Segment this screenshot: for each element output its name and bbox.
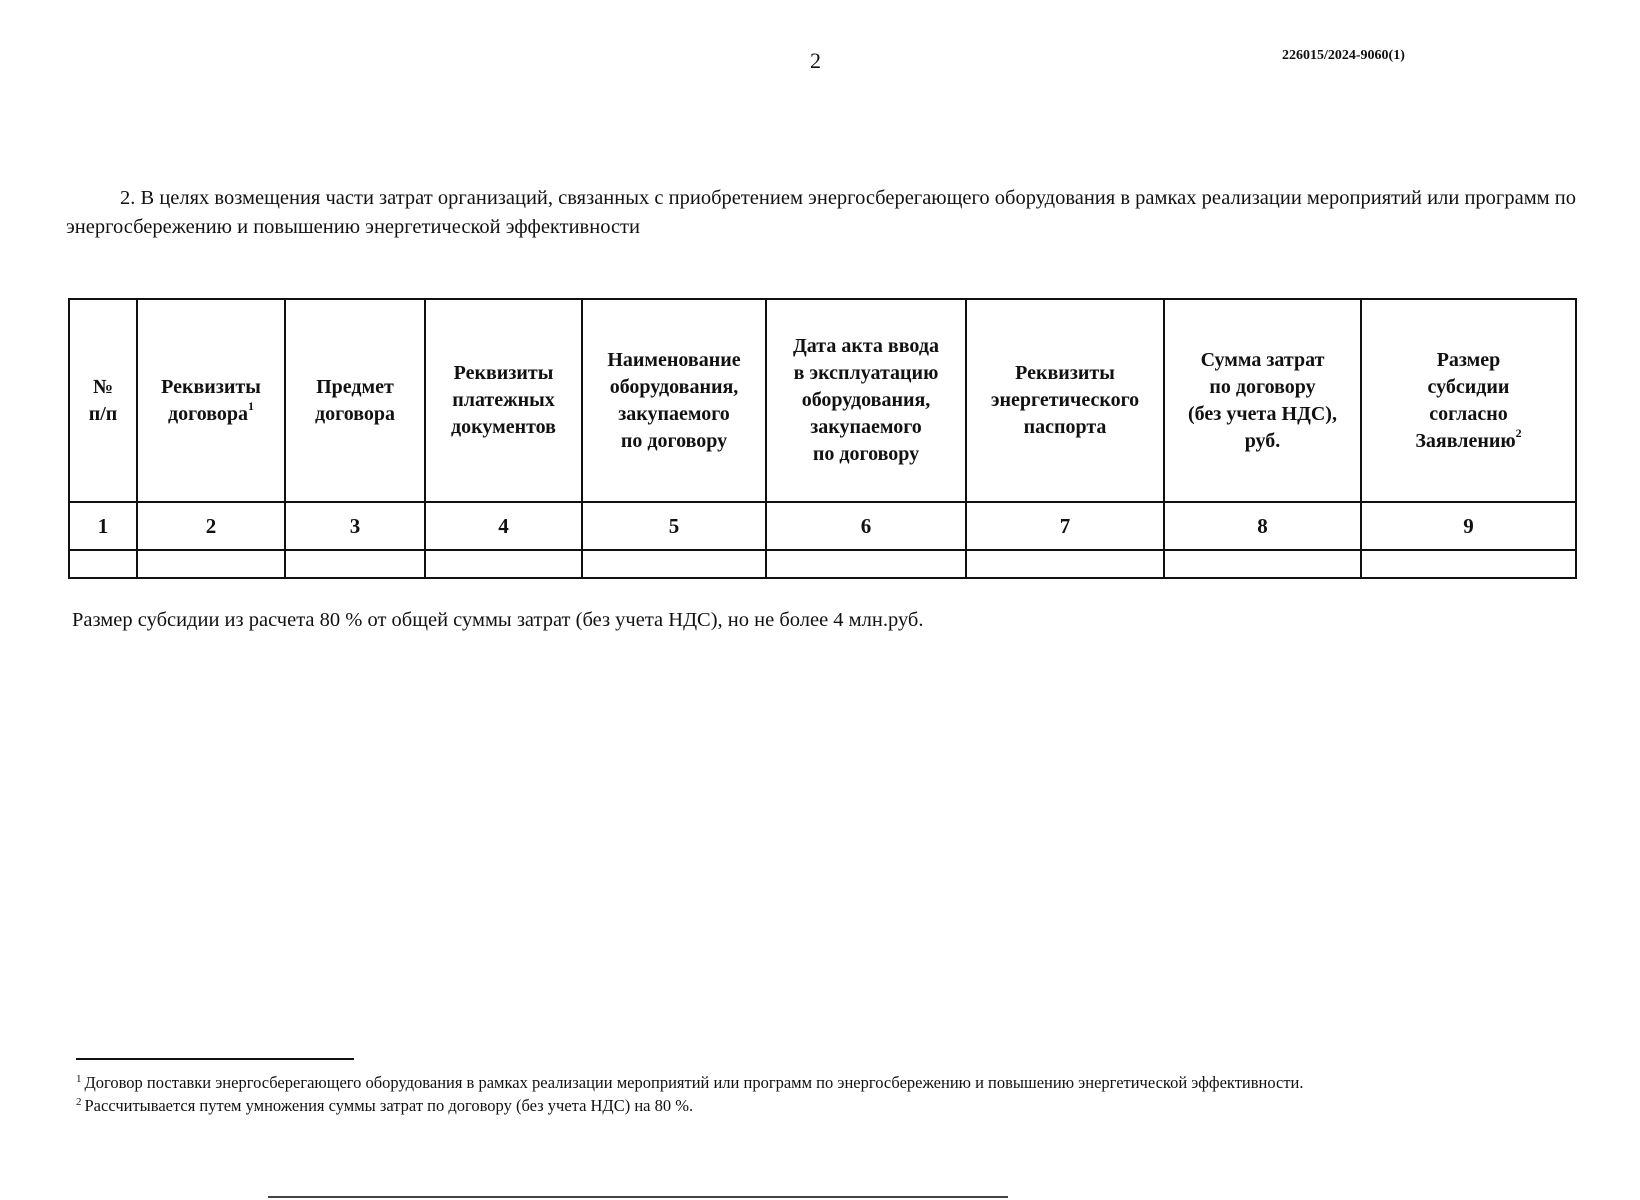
header-text: Дата акта ввода в эксплуатацию оборудования, закупаемого по договору bbox=[793, 335, 939, 465]
page-number: 2 bbox=[810, 48, 821, 73]
footnote-1 bbox=[76, 1071, 1556, 1094]
header-text: Предмет договора bbox=[315, 375, 395, 425]
footnote-mark: 2 bbox=[76, 1096, 82, 1108]
empty-cell bbox=[1361, 550, 1576, 578]
header-text: Реквизиты энергетического паспорта bbox=[990, 362, 1140, 438]
footnote-rule bbox=[76, 1058, 354, 1060]
empty-data-row bbox=[69, 550, 1576, 578]
footnote-2 bbox=[76, 1094, 1556, 1117]
column-number: 6 bbox=[766, 502, 966, 550]
footnotes bbox=[76, 1071, 1556, 1117]
header-text: Наименование оборудования, закупаемого по договору bbox=[607, 348, 741, 452]
footnote-text: Рассчитывается путем умножения суммы затрат по договору (без учета НДС) на 80 %. bbox=[84, 1096, 694, 1115]
footnote-text: Договор поставки энергосберегающего оборудования в рамках реализации мероприятий или программ по энергосбережению и повышению энергетической эффективности. bbox=[84, 1073, 1304, 1092]
empty-cell bbox=[582, 550, 766, 578]
header-cell bbox=[425, 299, 582, 502]
header-text: № п/п bbox=[88, 375, 118, 425]
empty-cell bbox=[285, 550, 425, 578]
page-bottom-edge bbox=[268, 1196, 1008, 1198]
document-id: 226015/2024-9060(1) bbox=[1282, 48, 1405, 63]
empty-cell bbox=[1164, 550, 1361, 578]
empty-cell bbox=[69, 550, 137, 578]
footnote-ref: 1 bbox=[248, 398, 254, 413]
column-number: 2 bbox=[137, 502, 285, 550]
empty-cell bbox=[137, 550, 285, 578]
column-number: 3 bbox=[285, 502, 425, 550]
header-cell bbox=[285, 299, 425, 502]
column-number: 1 bbox=[69, 502, 137, 550]
subsidy-note: Размер субсидии из расчета 80 % от общей суммы затрат (без учета НДС), но не более 4 млн.руб. bbox=[72, 609, 924, 631]
header-text: Реквизиты договора bbox=[161, 375, 261, 425]
empty-cell bbox=[966, 550, 1164, 578]
footnote-ref: 2 bbox=[1515, 425, 1522, 440]
column-number: 4 bbox=[425, 502, 582, 550]
empty-cell bbox=[766, 550, 966, 578]
header-cell bbox=[766, 299, 966, 502]
header-cell bbox=[582, 299, 766, 502]
header-cell bbox=[69, 299, 137, 502]
column-number: 8 bbox=[1164, 502, 1361, 550]
subsidy-table bbox=[68, 298, 1577, 579]
header-row bbox=[69, 299, 1576, 502]
header-text: Реквизиты платежных документов bbox=[451, 362, 556, 438]
header-text: Сумма затрат по договору (без учета НДС), руб. bbox=[1188, 348, 1337, 452]
header-cell bbox=[137, 299, 285, 502]
column-number-row bbox=[69, 502, 1576, 550]
header-text: Размер субсидии согласно Заявлению bbox=[1415, 348, 1516, 452]
column-number: 7 bbox=[966, 502, 1164, 550]
header-cell bbox=[966, 299, 1164, 502]
column-number: 5 bbox=[582, 502, 766, 550]
footnote-mark: 1 bbox=[76, 1073, 82, 1085]
intro-paragraph: 2. В целях возмещения части затрат организаций, связанных с приобретением энергосберегающего оборудования в рамках реализации мероприятий или программ по энергосбережению и повышению энергетической эффективности bbox=[66, 187, 1576, 238]
header-cell bbox=[1361, 299, 1576, 502]
empty-cell bbox=[425, 550, 582, 578]
column-number: 9 bbox=[1361, 502, 1576, 550]
header-cell bbox=[1164, 299, 1361, 502]
